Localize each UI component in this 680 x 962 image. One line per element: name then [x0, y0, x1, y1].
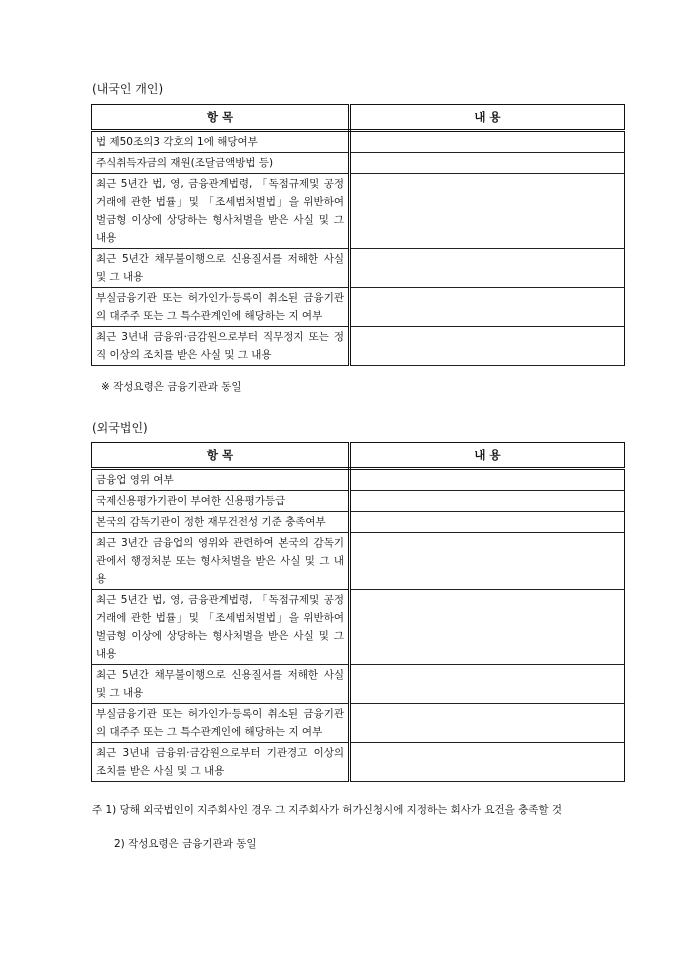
table-row: [92, 469, 625, 491]
foreign-corporation-table: [91, 442, 625, 782]
row-item: 본국의 감독기관이 정한 재무건전성 기준 충족여부: [92, 512, 350, 533]
table-row: [92, 743, 625, 782]
table-row: [92, 665, 625, 704]
table-row: [92, 704, 625, 743]
foreign-corporation-note-1: 주 1) 당해 외국법인이 지주회사인 경우 그 지주회사가 허가신청시에 지정하는 회사가 요건을 충족할 것: [92, 804, 563, 816]
table-row: [92, 131, 625, 153]
row-item: 주식취득자금의 재원(조달금액방법 등): [92, 153, 350, 174]
row-content-cell[interactable]: [350, 131, 625, 153]
table-row: [92, 533, 625, 590]
row-item: 금융업 영위 여부: [92, 469, 350, 491]
row-content-cell[interactable]: [350, 590, 625, 665]
row-item: 국제신용평가기관이 부여한 신용평가등급: [92, 491, 350, 512]
table-row: [92, 590, 625, 665]
row-content-cell[interactable]: [350, 469, 625, 491]
header-content: 내 용: [350, 443, 625, 469]
row-content-cell[interactable]: [350, 743, 625, 782]
row-item: 최근 5년간 채무불이행으로 신용질서를 저해한 사실 및 그 내용: [92, 249, 350, 288]
header-item: 항 목: [92, 105, 350, 131]
section-title-domestic-individual: (내국인 개인): [92, 82, 164, 96]
foreign-corporation-note-2: 2) 작성요령은 금융기관과 동일: [114, 838, 257, 850]
table-row: [92, 512, 625, 533]
table-row: [92, 153, 625, 174]
row-item: 최근 5년간 채무불이행으로 신용질서를 저해한 사실 및 그 내용: [92, 665, 350, 704]
row-content-cell[interactable]: [350, 665, 625, 704]
header-item: 항 목: [92, 443, 350, 469]
table-header-row: [92, 105, 625, 131]
row-item: 부실금융기관 또는 허가인가·등록이 취소된 금융기관의 대주주 또는 그 특수관계인에 해당하는 지 여부: [92, 288, 350, 327]
domestic-individual-note: ※ 작성요령은 금융기관과 동일: [101, 381, 242, 393]
row-content-cell[interactable]: [350, 491, 625, 512]
header-content: 내 용: [350, 105, 625, 131]
row-content-cell[interactable]: [350, 327, 625, 366]
row-content-cell[interactable]: [350, 704, 625, 743]
table-row: [92, 327, 625, 366]
row-item: 최근 5년간 법, 영, 금융관계법령, 「독점규제및 공정거래에 관한 법률」및 「조세범처벌법」을 위반하여 벌금형 이상에 상당하는 형사처벌을 받은 사실 및 그 내용: [92, 174, 350, 249]
row-content-cell[interactable]: [350, 533, 625, 590]
row-item: 법 제50조의3 각호의 1에 해당여부: [92, 131, 350, 153]
row-content-cell[interactable]: [350, 512, 625, 533]
row-content-cell[interactable]: [350, 288, 625, 327]
row-content-cell[interactable]: [350, 249, 625, 288]
table-row: [92, 491, 625, 512]
row-item: 최근 3년내 금융위·금감원으로부터 직무정지 또는 정직 이상의 조치를 받은 사실 및 그 내용: [92, 327, 350, 366]
table-row: [92, 174, 625, 249]
row-item: 최근 3년간 금융업의 영위와 관련하여 본국의 감독기관에서 행정처분 또는 형사처벌을 받은 사실 및 그 내용: [92, 533, 350, 590]
table-row: [92, 249, 625, 288]
table-row: [92, 288, 625, 327]
row-item: 부실금융기관 또는 허가인가·등록이 취소된 금융기관의 대주주 또는 그 특수관계인에 해당하는 지 여부: [92, 704, 350, 743]
domestic-individual-table: [91, 104, 625, 366]
row-content-cell[interactable]: [350, 174, 625, 249]
section-title-foreign-corporation: (외국법인): [92, 421, 148, 435]
table-header-row: [92, 443, 625, 469]
row-item: 최근 3년내 금융위·금감원으로부터 기관경고 이상의 조치를 받은 사실 및 그 내용: [92, 743, 350, 782]
row-content-cell[interactable]: [350, 153, 625, 174]
row-item: 최근 5년간 법, 영, 금융관계법령, 「독점규제및 공정거래에 관한 법률」및 「조세범처벌법」을 위반하여 벌금형 이상에 상당하는 형사처벌을 받은 사실 및 그 내용: [92, 590, 350, 665]
